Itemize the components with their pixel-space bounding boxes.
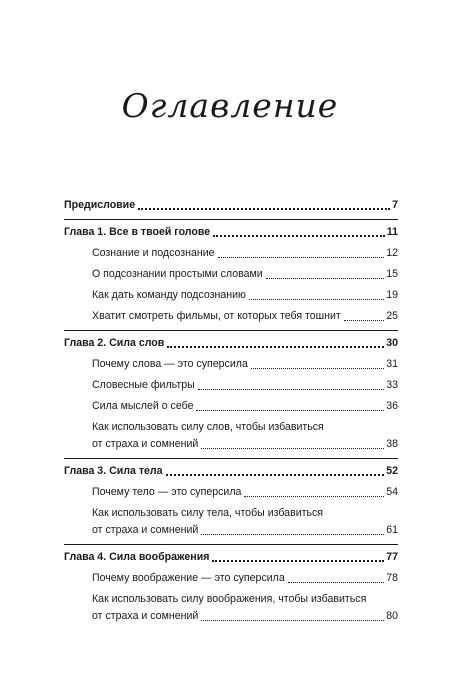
toc-label: Сознание и подсознание [92, 247, 215, 259]
toc-page-number: 11 [386, 226, 398, 238]
table-of-contents [64, 199, 398, 623]
leader-dots [244, 496, 384, 497]
toc-section[interactable] [64, 268, 398, 281]
toc-label: Почему воображение — это суперсила [92, 572, 285, 584]
toc-section[interactable] [64, 486, 398, 499]
leader-dots [251, 368, 384, 369]
toc-label-line1: Как использовать силу слов, чтобы избавиться [92, 421, 324, 433]
toc-label-line2: от страха и сомнений [92, 524, 199, 536]
toc-chapter-1[interactable] [64, 226, 398, 239]
leader-dots [266, 278, 385, 279]
toc-label: Предисловие [64, 199, 136, 211]
toc-section[interactable] [64, 358, 398, 371]
page-title: Оглавление [121, 86, 339, 125]
toc-label-line1: Как использовать силу тела, чтобы избавиться [92, 507, 324, 519]
toc-label: Глава 1. Все в твоей голове [64, 226, 211, 238]
toc-section[interactable] [64, 572, 398, 585]
toc-label-line2: от страха и сомнений [92, 610, 199, 622]
toc-section[interactable] [64, 421, 398, 451]
leader-dots [198, 389, 384, 390]
toc-label: Хватит смотреть фильмы, от которых тебя тошнит [92, 310, 341, 322]
toc-section[interactable] [64, 289, 398, 302]
toc-page-number: 52 [386, 465, 398, 477]
toc-label: Почему тело — это суперсила [92, 486, 242, 498]
toc-label-line2: от страха и сомнений [92, 438, 199, 450]
toc-label: Сила мыслей о себе [92, 400, 194, 412]
toc-page-number: 25 [386, 310, 398, 322]
toc-label: Как дать команду подсознанию [92, 289, 246, 301]
toc-section[interactable] [64, 379, 398, 392]
toc-chapter-4[interactable] [64, 551, 398, 564]
toc-label: Почему слова — это суперсила [92, 358, 248, 370]
toc-section[interactable] [64, 310, 398, 323]
toc-section[interactable] [64, 400, 398, 413]
toc-label-line1: Как использовать силу воображения, чтобы избавиться [92, 593, 367, 605]
toc-page-number: 7 [392, 199, 398, 211]
toc-preface[interactable] [64, 199, 398, 212]
toc-page-number: 12 [386, 247, 398, 259]
toc-page-number: 30 [386, 337, 398, 349]
toc-section[interactable] [64, 247, 398, 260]
leader-dots [138, 208, 390, 210]
toc-page-number: 38 [386, 438, 398, 450]
leader-dots [201, 620, 384, 621]
toc-page-number: 36 [386, 400, 398, 412]
toc-label: Словесные фильтры [92, 379, 195, 391]
leader-dots [167, 346, 384, 348]
toc-label: Глава 2. Сила слов [64, 337, 165, 349]
leader-dots [218, 257, 385, 258]
leader-dots [344, 320, 384, 321]
toc-page-number: 19 [386, 289, 398, 301]
toc-label: Глава 4. Сила воображения [64, 551, 210, 563]
toc-page-number: 31 [386, 358, 398, 370]
toc-page-number: 54 [386, 486, 398, 498]
leader-dots [213, 235, 385, 237]
toc-label: Глава 3. Сила тела [64, 465, 163, 477]
toc-page-number: 61 [386, 524, 398, 536]
leader-dots [196, 410, 384, 411]
toc-page-number: 15 [386, 268, 398, 280]
toc-page-number: 33 [386, 379, 398, 391]
toc-page-number: 80 [386, 610, 398, 622]
toc-section[interactable] [64, 593, 398, 623]
toc-page-number: 77 [386, 551, 398, 563]
leader-dots [288, 582, 384, 583]
leader-dots [201, 534, 384, 535]
toc-page-number: 78 [386, 572, 398, 584]
toc-chapter-2[interactable] [64, 337, 398, 350]
leader-dots [166, 474, 385, 476]
toc-section[interactable] [64, 507, 398, 537]
leader-dots [212, 560, 384, 562]
leader-dots [201, 448, 384, 449]
leader-dots [249, 299, 384, 300]
toc-chapter-3[interactable] [64, 465, 398, 478]
toc-label: О подсознании простыми словами [92, 268, 263, 280]
